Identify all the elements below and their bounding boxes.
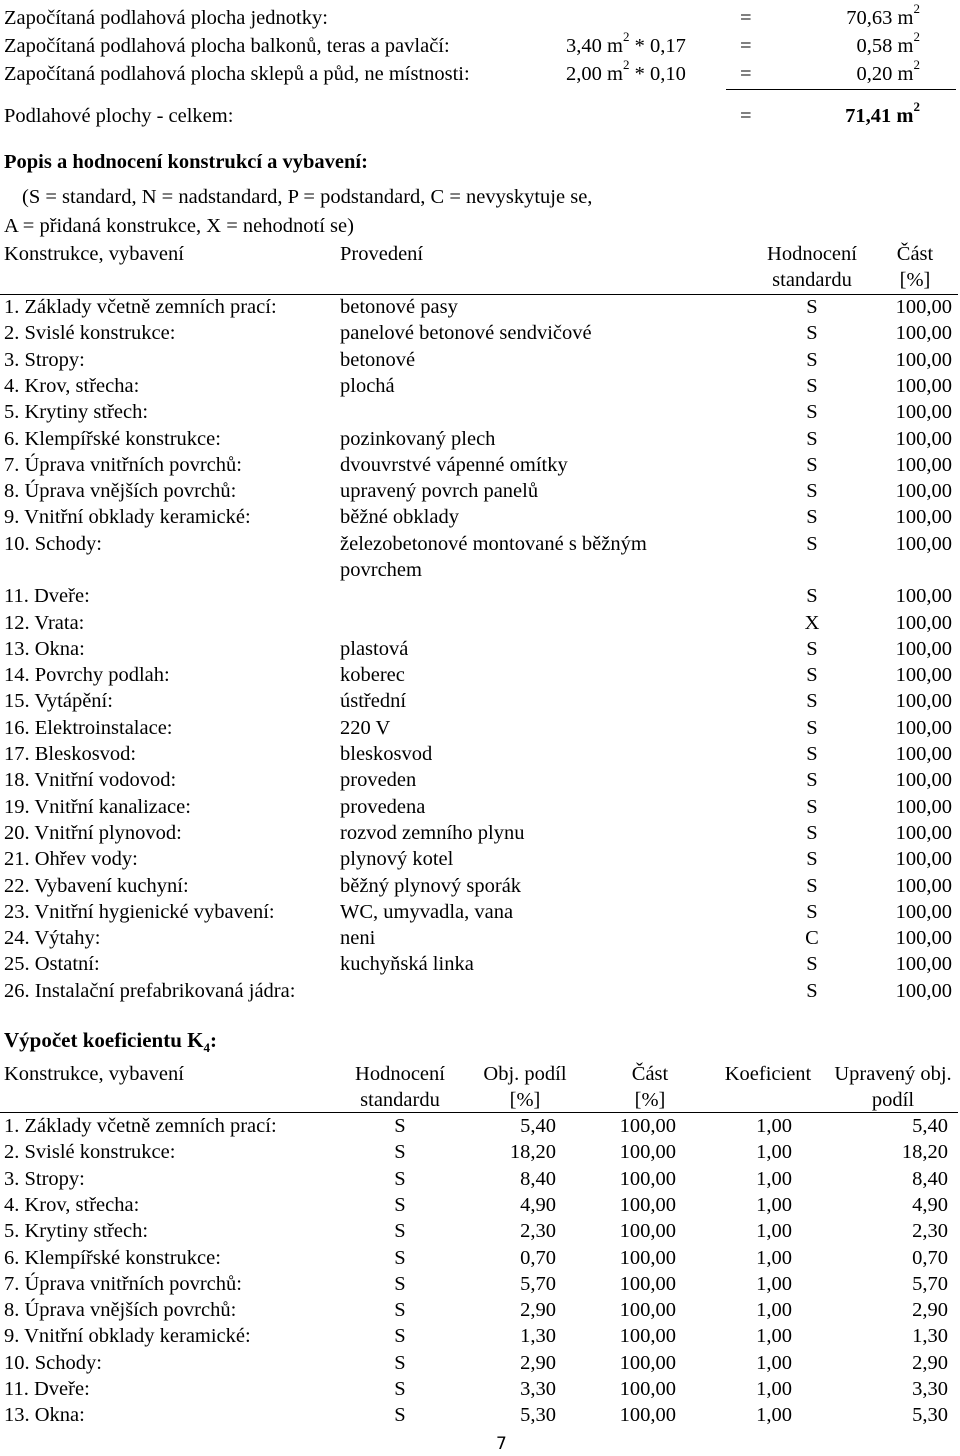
table-row — [0, 1245, 960, 1271]
row-rating: S — [806, 401, 818, 424]
row-rating: S — [806, 585, 818, 608]
row-rating: S — [394, 1404, 406, 1427]
row-name: 9. Vnitřní obklady keramické: — [4, 506, 251, 529]
row-coefficient: 1,00 — [756, 1404, 792, 1427]
row-coefficient: 1,00 — [756, 1299, 792, 1322]
row-part: 100,00 — [619, 1378, 676, 1400]
row-name: 19. Vnitřní kanalizace: — [4, 795, 191, 818]
row-coefficient: 1,00 — [756, 1220, 792, 1243]
table-row — [0, 1192, 960, 1218]
table-row — [0, 294, 960, 320]
row-name: 25. Ostatní: — [4, 953, 100, 976]
row-description: plastová — [340, 637, 409, 660]
row-rating: S — [394, 1141, 406, 1164]
row-part: 100,00 — [895, 296, 952, 318]
row-name: 5. Krytiny střech: — [4, 401, 149, 424]
row-name: 17. Bleskosvod: — [4, 743, 137, 765]
row-name: 23. Vnitřní hygienické vybavení: — [4, 900, 275, 923]
section2-header-adjusted-2: podíl — [871, 1089, 915, 1111]
row-rating: S — [806, 427, 818, 450]
row-description: běžné obklady — [340, 506, 459, 529]
row-adjusted-share: 5,40 — [912, 1115, 948, 1137]
row-rating: S — [806, 848, 818, 871]
table-row — [0, 347, 960, 373]
row-rating: S — [394, 1220, 406, 1243]
area-label-balcony: Započítaná podlahová plocha balkonů, teras a pavlačí: — [4, 35, 450, 57]
table-row — [0, 1376, 960, 1402]
row-coefficient: 1,00 — [756, 1246, 792, 1269]
total-eq: = — [740, 105, 752, 127]
row-share: 1,30 — [520, 1325, 556, 1348]
row-adjusted-share: 2,90 — [912, 1351, 948, 1374]
row-coefficient: 1,00 — [756, 1141, 792, 1164]
table-row — [0, 951, 960, 977]
row-adjusted-share: 0,70 — [912, 1246, 948, 1269]
table-row — [0, 1166, 960, 1192]
row-name: 3. Stropy: — [4, 1167, 85, 1190]
total-rule — [726, 89, 956, 90]
table-row — [0, 715, 960, 741]
row-rating: S — [394, 1246, 406, 1269]
row-name: 22. Vybavení kuchyní: — [4, 874, 189, 897]
row-name: 20. Vnitřní plynovod: — [4, 821, 182, 844]
row-description: plochá — [340, 374, 395, 397]
row-description: kuchyňská linka — [340, 953, 474, 976]
row-name: 14. Povrchy podlah: — [4, 664, 170, 687]
area-value-cellar: 0,20 $m^2$ — [856, 57, 920, 85]
row-part: 100,00 — [895, 532, 952, 555]
section2-header-share: Obj. podíl — [483, 1063, 567, 1085]
row-rating: S — [806, 874, 818, 897]
table-row — [0, 767, 960, 793]
row-name: 1. Základy včetně zemních prací: — [4, 296, 277, 318]
row-rating: S — [806, 480, 818, 503]
row-part: 100,00 — [619, 1325, 676, 1348]
row-share: 2,90 — [520, 1351, 556, 1374]
section2-header-coefficient: Koeficient — [724, 1063, 812, 1085]
row-share: 5,30 — [520, 1404, 556, 1427]
row-part: 100,00 — [619, 1193, 676, 1216]
row-part: 100,00 — [895, 401, 952, 424]
table-row — [0, 741, 960, 767]
row-rating: S — [806, 743, 818, 765]
row-rating: S — [806, 821, 818, 844]
row-description: betonové — [340, 348, 416, 371]
row-part: 100,00 — [895, 348, 952, 371]
area-calc-cellar: 2,00 $m^2 * 0,10$ — [566, 57, 686, 85]
table-row — [0, 531, 960, 581]
row-rating: S — [806, 953, 818, 976]
section1-header-construction: Konstrukce, vybavení — [4, 243, 184, 265]
table-row — [0, 978, 960, 1004]
row-name: 5. Krytiny střech: — [4, 1220, 149, 1243]
row-name: 3. Stropy: — [4, 348, 85, 371]
row-adjusted-share: 3,30 — [912, 1378, 948, 1400]
row-part: 100,00 — [619, 1167, 676, 1190]
table-row — [0, 1139, 960, 1165]
row-share: 5,70 — [520, 1272, 556, 1295]
table-row — [0, 662, 960, 688]
row-part: 100,00 — [895, 585, 952, 608]
row-description: neni — [340, 927, 376, 950]
row-part: 100,00 — [895, 979, 952, 1002]
row-share: 2,30 — [520, 1220, 556, 1243]
row-name: 2. Svislé konstrukce: — [4, 322, 176, 345]
section2-header-part-2: [%] — [634, 1089, 666, 1111]
row-part: 100,00 — [619, 1246, 676, 1269]
table-row — [0, 820, 960, 846]
row-description: panelové betonové sendvičové — [340, 322, 592, 345]
row-rating: S — [394, 1351, 406, 1374]
row-rating: S — [806, 348, 818, 371]
table-row — [0, 1113, 960, 1139]
row-name: 1. Základy včetně zemních prací: — [4, 1115, 277, 1137]
row-name: 9. Vnitřní obklady keramické: — [4, 1325, 251, 1348]
row-part: 100,00 — [619, 1115, 676, 1137]
row-name: 15. Vytápění: — [4, 690, 113, 713]
row-part: 100,00 — [895, 874, 952, 897]
section2-header-construction: Konstrukce, vybavení — [4, 1063, 184, 1085]
table-row — [0, 504, 960, 530]
row-part: 100,00 — [895, 716, 952, 739]
row-name: 10. Schody: — [4, 532, 102, 555]
section1-header-part: Část — [896, 243, 934, 265]
table-row — [0, 925, 960, 951]
row-coefficient: 1,00 — [756, 1167, 792, 1190]
table-row — [0, 373, 960, 399]
row-share: 5,40 — [520, 1115, 556, 1137]
row-description: provedena — [340, 795, 426, 818]
row-coefficient: 1,00 — [756, 1193, 792, 1216]
area-value-balcony: 0,58 $m^2$ — [856, 29, 920, 57]
row-rating: S — [806, 900, 818, 923]
row-share: 18,20 — [509, 1141, 556, 1164]
section2-header-share-2: [%] — [509, 1089, 541, 1111]
row-rating: S — [806, 453, 818, 476]
row-name: 10. Schody: — [4, 1351, 102, 1374]
row-part: 100,00 — [895, 506, 952, 529]
row-part: 100,00 — [619, 1272, 676, 1295]
table-row — [0, 583, 960, 609]
row-name: 4. Krov, střecha: — [4, 1193, 140, 1216]
row-description: běžný plynový sporák — [340, 874, 522, 897]
row-share: 2,90 — [520, 1299, 556, 1322]
area-calc-balcony: 3,40 $m^2 * 0,17$ — [566, 29, 686, 57]
page-number: 7 — [496, 1434, 507, 1454]
row-description: pozinkovaný plech — [340, 427, 496, 450]
row-name: 16. Elektroinstalace: — [4, 716, 173, 739]
row-part: 100,00 — [895, 769, 952, 792]
section2-header-rating-2: standardu — [360, 1089, 440, 1111]
row-share: 0,70 — [520, 1246, 556, 1269]
row-coefficient: 1,00 — [756, 1351, 792, 1374]
table-row — [0, 899, 960, 925]
row-description: dvouvrstvé vápenné omítky — [340, 453, 568, 476]
row-coefficient: 1,00 — [756, 1378, 792, 1400]
area-value-unit: 70,63 $m^2$ — [846, 1, 920, 29]
area-label-unit: Započítaná podlahová plocha jednotky: — [4, 7, 328, 29]
row-rating: S — [394, 1272, 406, 1295]
row-adjusted-share: 1,30 — [912, 1325, 948, 1348]
row-name: 18. Vnitřní vodovod: — [4, 769, 177, 792]
row-description: betonové pasy — [340, 296, 458, 318]
row-rating: S — [394, 1378, 406, 1400]
row-adjusted-share: 5,30 — [912, 1404, 948, 1427]
row-name: 11. Dveře: — [4, 1378, 90, 1400]
area-eq-balcony: = — [740, 35, 752, 57]
table-row — [0, 794, 960, 820]
area-eq-unit: = — [740, 7, 752, 29]
row-adjusted-share: 8,40 — [912, 1167, 948, 1190]
table-row — [0, 320, 960, 346]
row-part: 100,00 — [895, 821, 952, 844]
area-eq-cellar: = — [740, 63, 752, 85]
row-part: 100,00 — [895, 900, 952, 923]
row-rating: S — [806, 374, 818, 397]
row-description: 220 V — [340, 716, 391, 739]
row-description: železobetonové montované s běžným — [340, 532, 647, 555]
row-rating: S — [806, 716, 818, 739]
table-row — [0, 452, 960, 478]
row-name: 26. Instalační prefabrikovaná jádra: — [4, 979, 296, 1002]
row-part: 100,00 — [619, 1299, 676, 1322]
row-part: 100,00 — [619, 1220, 676, 1243]
row-rating: S — [806, 979, 818, 1002]
row-part: 100,00 — [895, 953, 952, 976]
row-part: 100,00 — [895, 743, 952, 765]
row-description: plynový kotel — [340, 848, 454, 871]
row-name: 2. Svislé konstrukce: — [4, 1141, 176, 1164]
row-description: proveden — [340, 769, 417, 792]
row-rating: S — [806, 690, 818, 713]
row-part: 100,00 — [895, 427, 952, 450]
row-name: 6. Klempířské konstrukce: — [4, 1246, 221, 1269]
table-row — [0, 1350, 960, 1376]
row-share: 3,30 — [520, 1378, 556, 1400]
row-description: koberec — [340, 664, 405, 687]
row-coefficient: 1,00 — [756, 1272, 792, 1295]
row-part: 100,00 — [895, 480, 952, 503]
row-part: 100,00 — [895, 690, 952, 713]
row-rating: S — [806, 322, 818, 345]
row-rating: S — [806, 664, 818, 687]
table-row — [0, 1402, 960, 1428]
row-rating: S — [806, 795, 818, 818]
table-row — [0, 610, 960, 636]
section1-legend-line1: (S = standard, N = nadstandard, P = podstandard, C = nevyskytuje se, — [22, 186, 593, 208]
row-rating: S — [806, 296, 818, 318]
section2-title: Výpočet koeficientu $K_4$: — [4, 1028, 217, 1056]
row-part: 100,00 — [895, 927, 952, 950]
table-row — [0, 1271, 960, 1297]
section1-header-execution: Provedení — [340, 243, 424, 265]
section2-header-adjusted: Upravený obj. — [834, 1063, 952, 1085]
row-description: ústřední — [340, 690, 407, 713]
row-rating: S — [806, 637, 818, 660]
row-description: bleskosvod — [340, 743, 433, 765]
row-rating: S — [394, 1299, 406, 1322]
row-rating: S — [394, 1193, 406, 1216]
row-name: 24. Výtahy: — [4, 927, 101, 950]
row-part: 100,00 — [895, 637, 952, 660]
section1-legend-line2: A = přidaná konstrukce, X = nehodnotí se) — [4, 215, 354, 237]
row-adjusted-share: 18,20 — [901, 1141, 948, 1164]
row-part: 100,00 — [895, 848, 952, 871]
row-rating: S — [806, 506, 818, 529]
section2-header-part: Část — [631, 1063, 669, 1085]
row-share: 8,40 — [520, 1167, 556, 1190]
table-row — [0, 1323, 960, 1349]
table-row — [0, 1218, 960, 1244]
row-rating: S — [394, 1115, 406, 1137]
row-rating: X — [804, 611, 820, 634]
row-rating: S — [394, 1167, 406, 1190]
row-name: 8. Úprava vnějších povrchů: — [4, 1299, 237, 1322]
row-name: 7. Úprava vnitřních povrchů: — [4, 453, 242, 476]
row-coefficient: 1,00 — [756, 1115, 792, 1137]
row-part: 100,00 — [895, 795, 952, 818]
row-description: rozvod zemního plynu — [340, 821, 525, 844]
row-description-cont: povrchem — [340, 558, 422, 581]
row-part: 100,00 — [619, 1141, 676, 1164]
total-value: 71,41 $m^2$ — [845, 99, 920, 127]
table-row — [0, 478, 960, 504]
row-adjusted-share: 2,90 — [912, 1299, 948, 1322]
row-name: 6. Klempířské konstrukce: — [4, 427, 221, 450]
row-name: 21. Ohřev vody: — [4, 848, 138, 871]
table-row — [0, 636, 960, 662]
row-adjusted-share: 2,30 — [912, 1220, 948, 1243]
row-share: 4,90 — [520, 1193, 556, 1216]
row-name: 12. Vrata: — [4, 611, 85, 634]
row-part: 100,00 — [895, 664, 952, 687]
row-name: 4. Krov, střecha: — [4, 374, 140, 397]
row-part: 100,00 — [619, 1351, 676, 1374]
section1-header-rating: Hodnocení — [767, 243, 857, 265]
row-part: 100,00 — [619, 1404, 676, 1427]
row-part: 100,00 — [895, 322, 952, 345]
row-part: 100,00 — [895, 374, 952, 397]
row-part: 100,00 — [895, 453, 952, 476]
row-part: 100,00 — [895, 611, 952, 634]
section2-header-rating: Hodnocení — [355, 1063, 445, 1085]
row-name: 13. Okna: — [4, 1404, 85, 1427]
section1-title: Popis a hodnocení konstrukcí a vybavení: — [4, 151, 368, 173]
table-row — [0, 1297, 960, 1323]
table-row — [0, 873, 960, 899]
row-rating: C — [805, 927, 819, 950]
total-label: Podlahové plochy - celkem: — [4, 105, 234, 127]
table-row — [0, 688, 960, 714]
row-rating: S — [806, 532, 818, 555]
section1-header-part-2: [%] — [899, 269, 931, 291]
row-rating: S — [394, 1325, 406, 1348]
section1-header-rating-2: standardu — [772, 269, 852, 291]
row-description: WC, umyvadla, vana — [340, 900, 514, 923]
table-row — [0, 846, 960, 872]
area-label-cellar: Započítaná podlahová plocha sklepů a půd, ne místnosti: — [4, 63, 470, 85]
row-name: 13. Okna: — [4, 637, 85, 660]
table-row — [0, 426, 960, 452]
row-name: 8. Úprava vnějších povrchů: — [4, 480, 237, 503]
row-adjusted-share: 4,90 — [912, 1193, 948, 1216]
table-row — [0, 399, 960, 425]
row-rating: S — [806, 769, 818, 792]
row-adjusted-share: 5,70 — [912, 1272, 948, 1295]
row-name: 7. Úprava vnitřních povrchů: — [4, 1272, 242, 1295]
row-description: upravený povrch panelů — [340, 480, 539, 503]
row-name: 11. Dveře: — [4, 585, 90, 608]
row-coefficient: 1,00 — [756, 1325, 792, 1348]
